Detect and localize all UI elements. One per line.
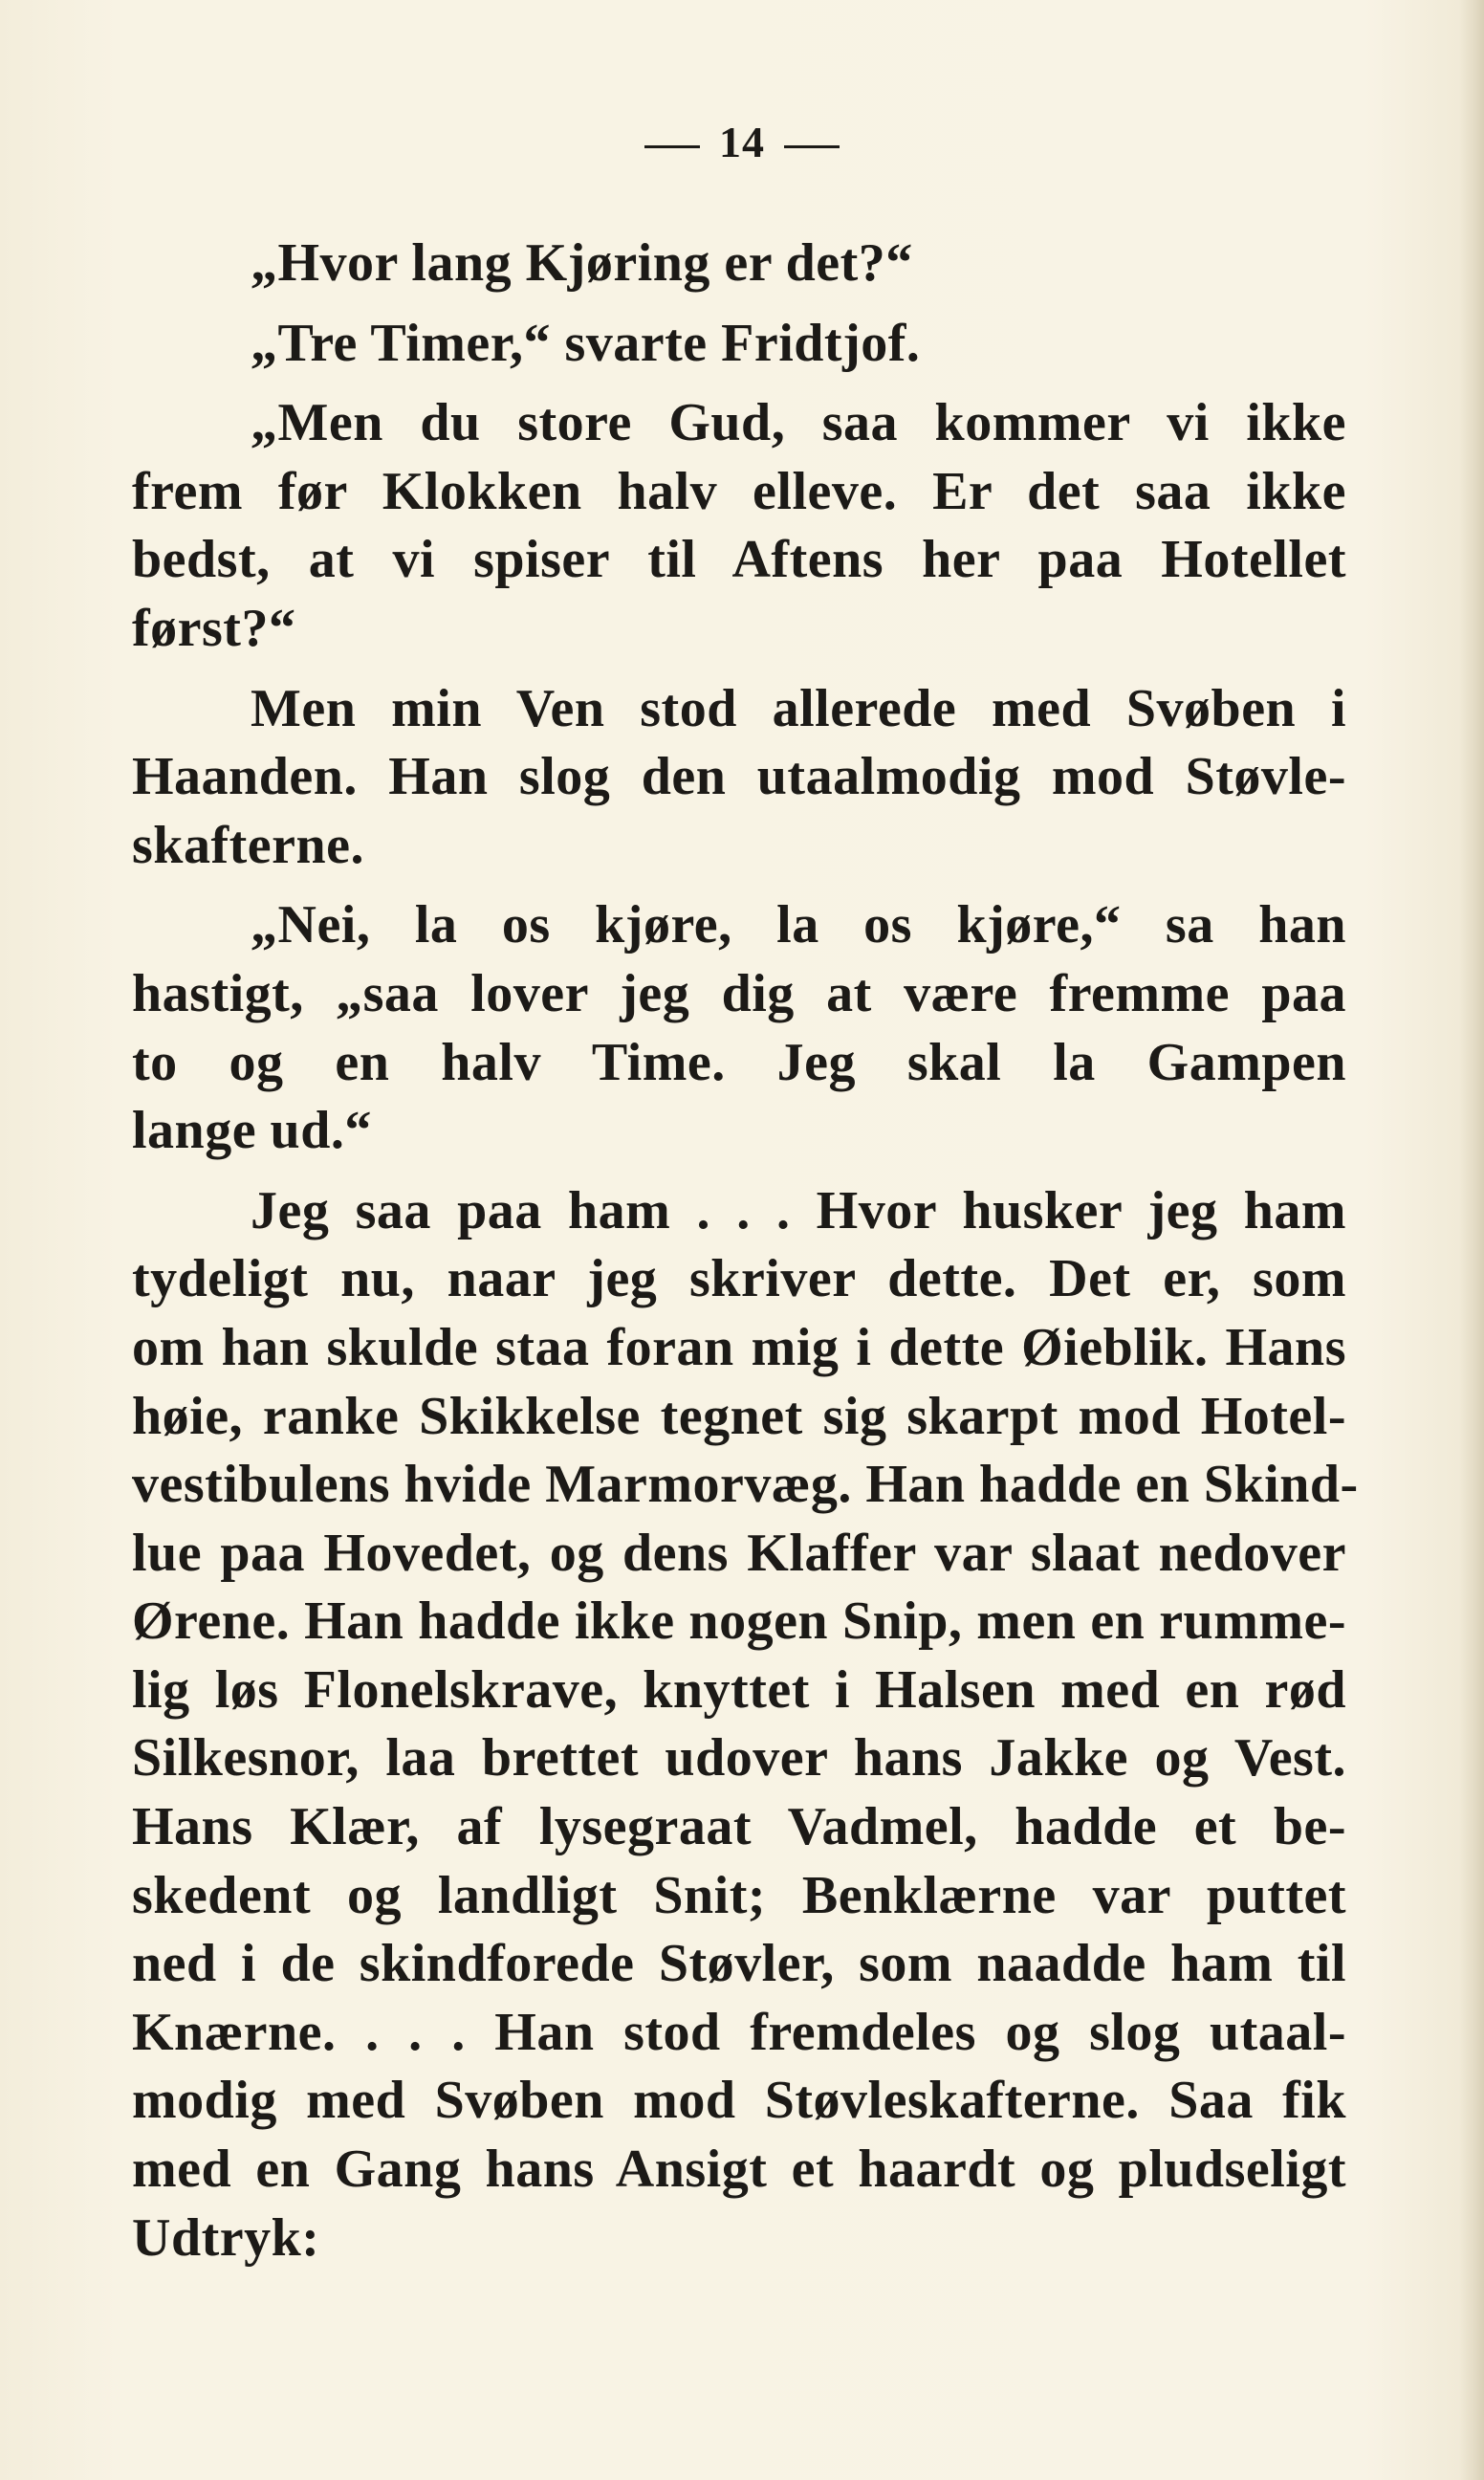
- text-line: „Tre Timer,“ svarte Fridtjof.: [251, 313, 921, 373]
- body-text: [132, 230, 1359, 2272]
- text-line: om han skulde staa foran mig i dette Øieblik. Hans: [132, 1317, 1346, 1377]
- page-number-dash-left: [644, 145, 700, 148]
- text-line: Haanden. Han slog den utaalmodig mod Støvle-: [132, 747, 1346, 807]
- paragraph: [132, 891, 1346, 1165]
- text-line: modig med Svøben mod Støvleskafterne. Saa fik: [132, 2071, 1346, 2131]
- text-line: Knærne. . . . Han stod fremdeles og slog utaal-: [132, 2002, 1346, 2062]
- paragraph: [132, 1177, 1359, 2273]
- page-edge: [1459, 0, 1484, 2480]
- text-line: skafterne.: [132, 815, 364, 875]
- paragraph: [132, 230, 1346, 298]
- paragraph: [132, 310, 1346, 379]
- text-line: skedent og landligt Snit; Benklærne var puttet: [132, 1865, 1346, 1925]
- paragraph: [132, 675, 1346, 881]
- text-line: vestibulens hvide Marmorvæg. Han hadde en Skind-: [132, 1455, 1359, 1515]
- paragraph: [132, 389, 1346, 663]
- text-line: to og en halv Time. Jeg skal la Gampen: [132, 1032, 1346, 1092]
- text-line: med en Gang hans Ansigt et haardt og pludseligt: [132, 2140, 1346, 2200]
- text-line: høie, ranke Skikkelse tegnet sig skarpt mod Hotel-: [132, 1386, 1346, 1446]
- text-line: bedst, at vi spiser til Aftens her paa Hotellet: [132, 530, 1346, 590]
- text-line: Udtryk:: [132, 2207, 320, 2268]
- text-line: hastigt, „saa lover jeg dig at være fremme paa: [132, 963, 1346, 1023]
- text-line: „Men du store Gud, saa kommer vi ikke: [251, 393, 1346, 453]
- page-number-value: 14: [719, 118, 765, 166]
- text-line: først?“: [132, 598, 296, 658]
- text-line: Men min Ven stod allerede med Svøben i: [251, 678, 1346, 738]
- text-line: Silkesnor, laa brettet udover hans Jakke og Vest.: [132, 1728, 1346, 1789]
- text-line: „Nei, la os kjøre, la os kjøre,“ sa han: [251, 895, 1346, 955]
- page-number-dash-right: [784, 145, 840, 148]
- text-line: Jeg saa paa ham . . . Hvor husker jeg ham: [251, 1180, 1346, 1240]
- text-line: Ørene. Han hadde ikke nogen Snip, men en rumme-: [132, 1591, 1346, 1652]
- text-line: frem før Klokken halv elleve. Er det saa ikke: [132, 461, 1346, 521]
- text-line: tydeligt nu, naar jeg skriver dette. Det er, som: [132, 1249, 1346, 1309]
- text-line: lue paa Hovedet, og dens Klaffer var slaat nedover: [132, 1523, 1346, 1583]
- text-line: Hans Klær, af lysegraat Vadmel, hadde et be-: [132, 1797, 1346, 1857]
- page-number: [0, 117, 1484, 167]
- text-line: lange ud.“: [132, 1101, 372, 1161]
- text-line: ned i de skindforede Støvler, som naadde ham til: [132, 1934, 1346, 1994]
- text-line: lig løs Flonelskrave, knyttet i Halsen med en rød: [132, 1659, 1346, 1720]
- text-line: „Hvor lang Kjøring er det?“: [251, 233, 913, 293]
